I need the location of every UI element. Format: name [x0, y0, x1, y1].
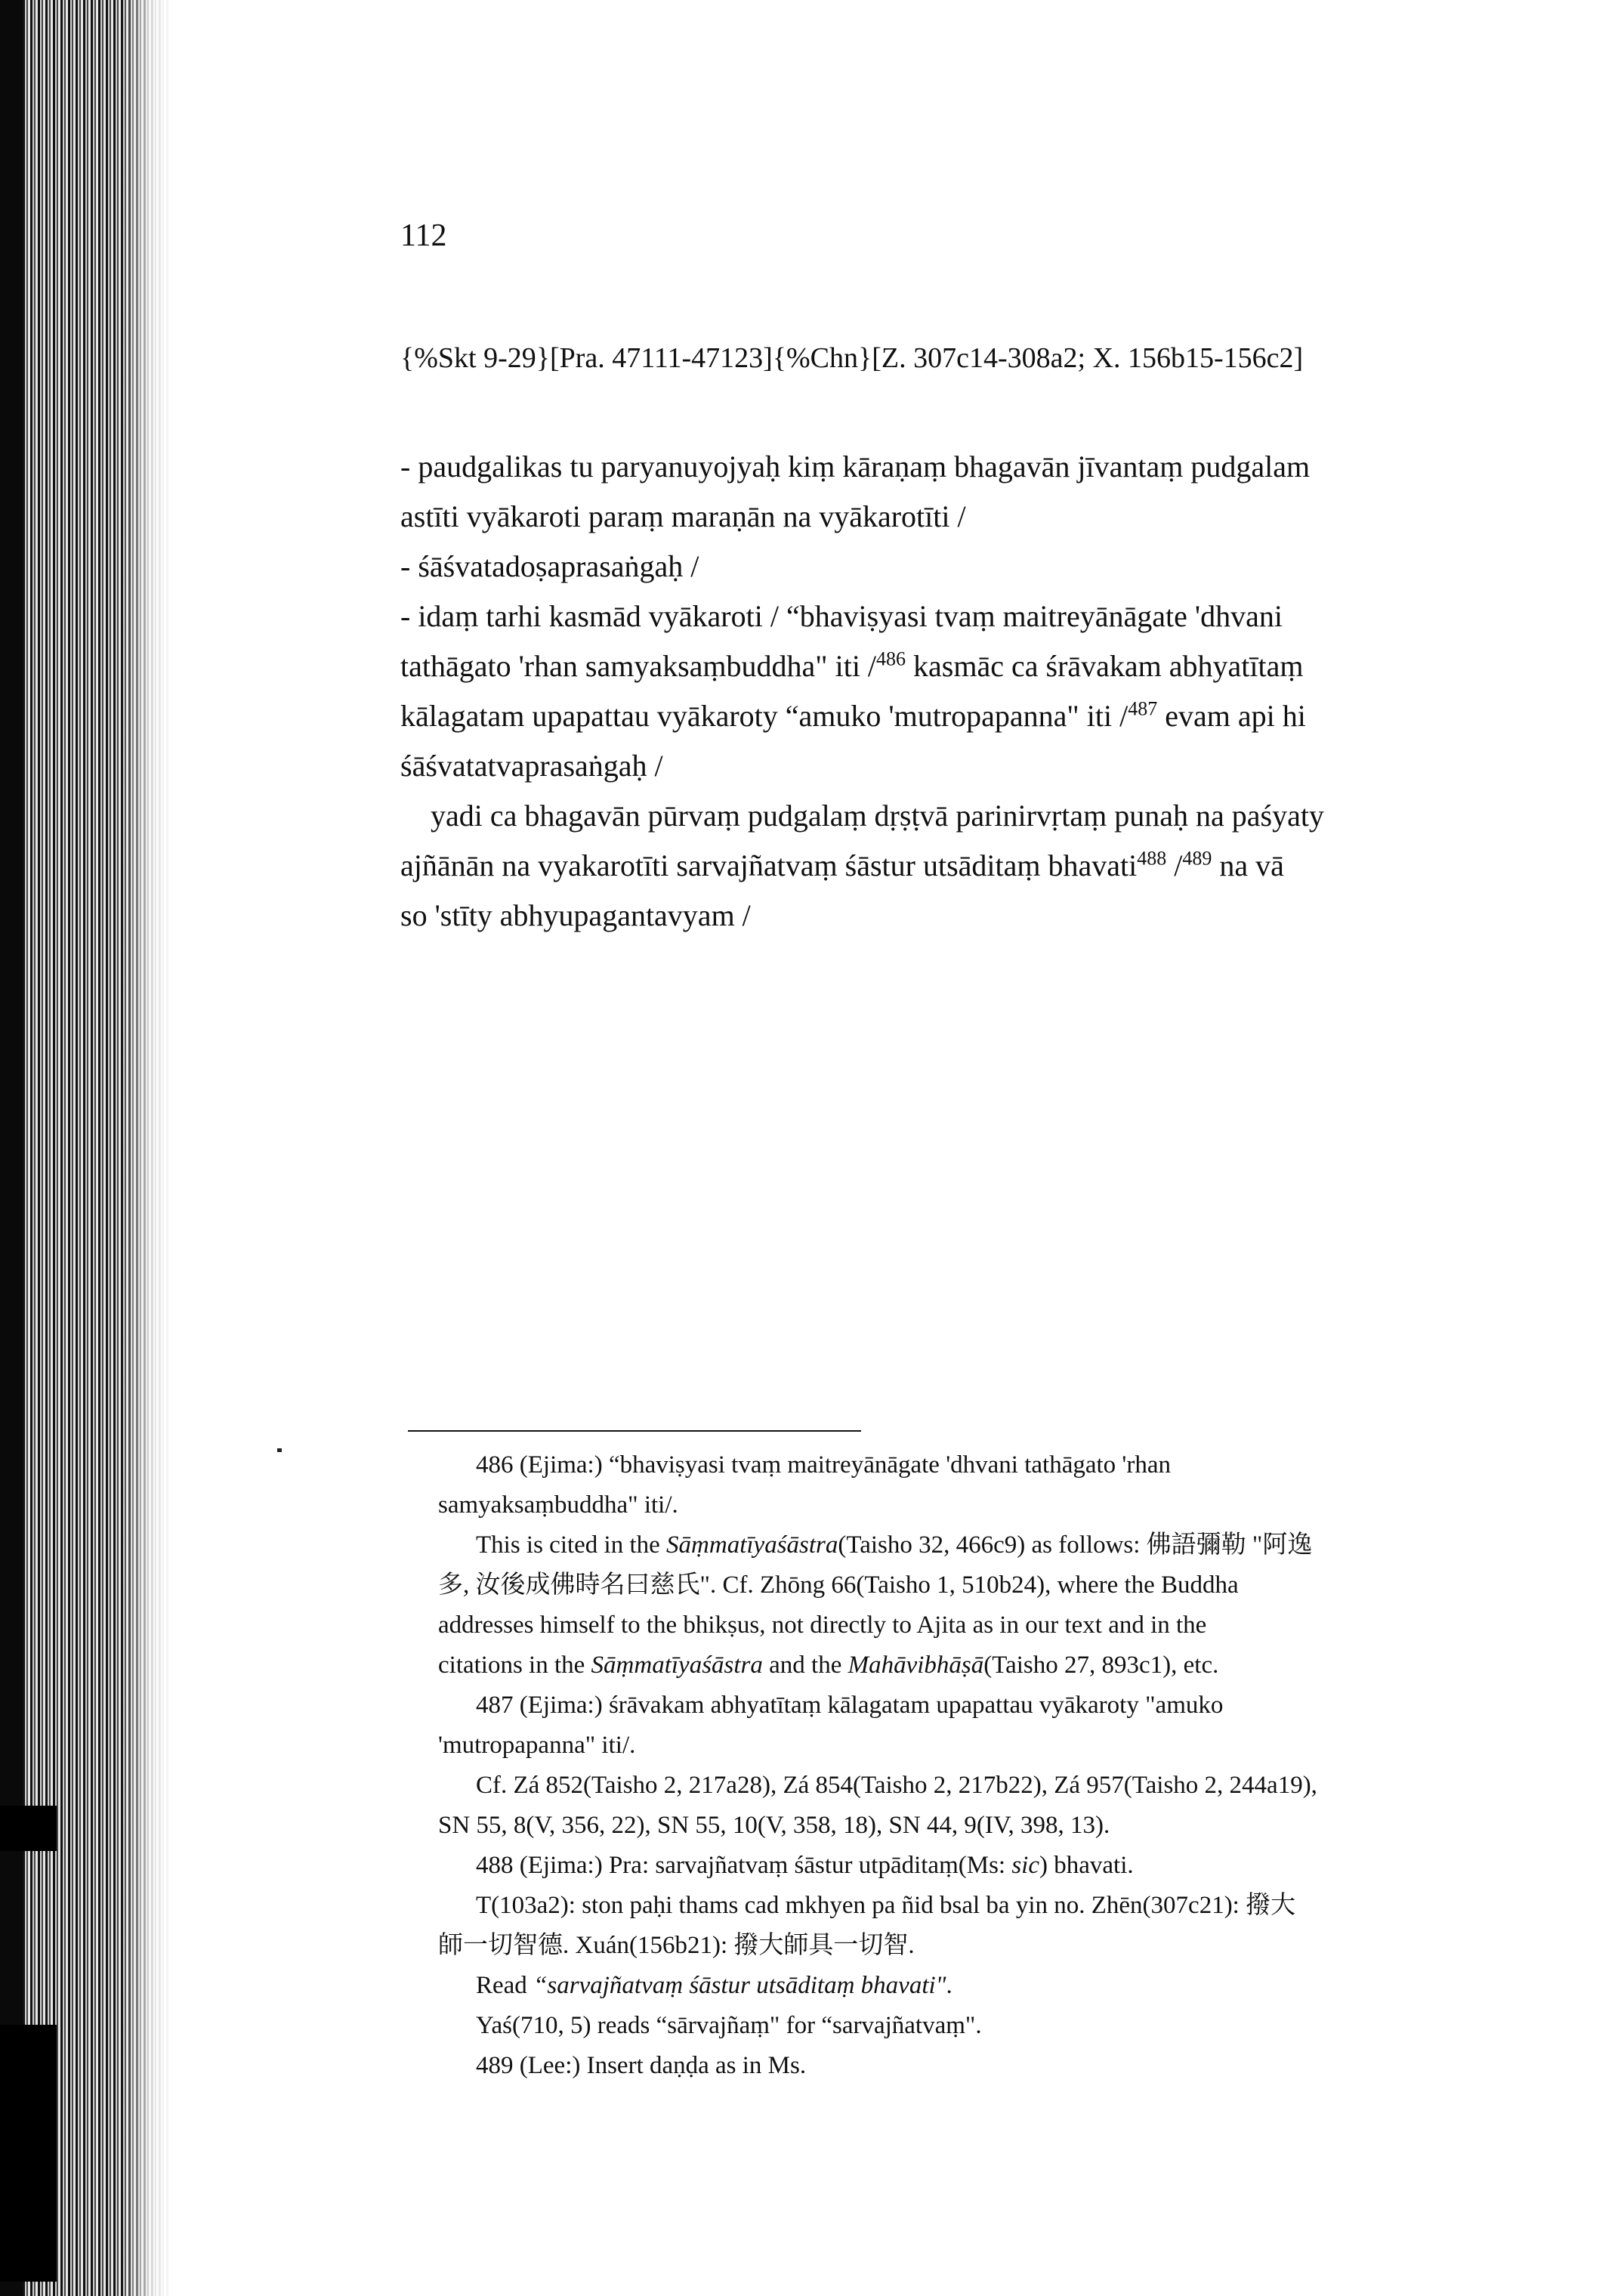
footnote-488: 488 (Ejima:) Pra: sarvajñatvaṃ śāstur utpāditaṃ(Ms: sic) bhavati. — [476, 1852, 1134, 1879]
main-line: - śāśvatadoṣaprasaṅgaḥ / — [400, 549, 699, 583]
book-edge-fade — [121, 0, 174, 2296]
footnote-line: addresses himself to the bhikṣus, not directly to Ajita as in our text and in the — [438, 1612, 1207, 1639]
edge-dark-block-2 — [0, 2025, 57, 2282]
book-spine-shadow — [0, 0, 23, 2296]
footnote-486: 486 (Ejima:) “bhaviṣyasi tvaṃ maitreyānāgate 'dhvani tathāgato 'rhan — [476, 1451, 1171, 1479]
footnotes — [438, 1445, 1496, 2086]
footnote-line: Cf. Zá 852(Taisho 2, 217a28), Zá 854(Taisho 2, 217b22), Zá 957(Taisho 2, 244a19), — [476, 1772, 1317, 1799]
main-line: so 'stīty abhyupagantavyam / — [400, 898, 751, 932]
footnote-line: SN 55, 8(V, 356, 22), SN 55, 10(V, 358, 18), SN 44, 9(IV, 398, 13). — [438, 1812, 1110, 1839]
footnote-line: T(103a2): ston paḥi thams cad mkhyen pa ñid bsal ba yin no. Zhēn(307c21): 撥大 — [476, 1892, 1296, 1919]
footnote-ref-486: 486 — [876, 647, 906, 670]
main-line: kālagatam upapattau vyākaroty “amuko 'mutropapanna" iti /$^{487}$ evam api hi — [400, 697, 1306, 733]
footnote-487: 487 (Ejima:) śrāvakam abhyatītaṃ kālagatam upapattau vyākaroty "amuko — [476, 1692, 1224, 1719]
footnote-line: 'mutropapanna" iti/. — [438, 1732, 636, 1759]
footnote-divider — [408, 1430, 861, 1432]
footnote-line: This is cited in the Sāṃmatīyaśāstra(Taisho 32, 466c9) as follows: 佛語彌勒 "阿逸 — [476, 1531, 1313, 1559]
page-number: 112 — [400, 218, 447, 253]
footnote-ref-489: 489 — [1182, 847, 1212, 870]
footnote-line: citations in the Sāṃmatīyaśāstra and the Mahāvibhāṣā(Taisho 27, 893c1), etc. — [438, 1652, 1219, 1679]
main-line: ajñānān na vyakarotīti sarvajñatvaṃ śāstur utsāditaṃ bhavati$^{488}$ /$^{489}$ na vā — [400, 847, 1284, 882]
reference-line: {%Skt 9-29}[Pra. 47111-47123]{%Chn}[Z. 307c14-308a2; X. 156b15-156c2] — [400, 342, 1304, 374]
main-line: śāśvatatvaprasaṅgaḥ / — [400, 749, 663, 783]
footnote-line: samyaksaṃbuddha" iti/. — [438, 1491, 678, 1519]
main-text — [400, 442, 1503, 941]
footnote-line: 師一切智德. Xuán(156b21): 撥大師具一切智. — [438, 1932, 915, 1959]
footnote-line: Yaś(710, 5) reads “sārvajñaṃ" for “sarvajñatvaṃ". — [476, 2012, 982, 2039]
main-line: astīti vyākaroti paraṃ maraṇān na vyākarotīti / — [400, 499, 966, 533]
main-line: yadi ca bhagavān pūrvaṃ pudgalaṃ dṛṣṭvā parinirvṛtaṃ punaḥ na paśyaty — [431, 799, 1324, 833]
footnote-489: 489 (Lee:) Insert daṇḍa as in Ms. — [476, 2052, 807, 2079]
edge-dark-block-1 — [0, 1806, 57, 1851]
footnote-line: Read “sarvajñatvaṃ śāstur utsāditaṃ bhavati". — [476, 1972, 952, 1999]
main-line: - paudgalikas tu paryanuyojyaḥ kiṃ kāraṇaṃ bhagavān jīvantaṃ pudgalam — [400, 450, 1311, 484]
footnote-ref-487: 487 — [1128, 697, 1158, 720]
main-line: tathāgato 'rhan samyaksaṃbuddha" iti /$^{486}$ kasmāc ca śrāvakam abhyatītaṃ — [400, 647, 1304, 683]
footnote-line: 多, 汝後成佛時名曰慈氏". Cf. Zhōng 66(Taisho 1, 510b24), where the Buddha — [438, 1571, 1239, 1599]
scan-speck — [277, 1448, 282, 1452]
footnote-ref-488: 488 — [1137, 847, 1167, 870]
main-line: - idaṃ tarhi kasmād vyākaroti / “bhaviṣyasi tvaṃ maitreyānāgate 'dhvani — [400, 599, 1283, 633]
